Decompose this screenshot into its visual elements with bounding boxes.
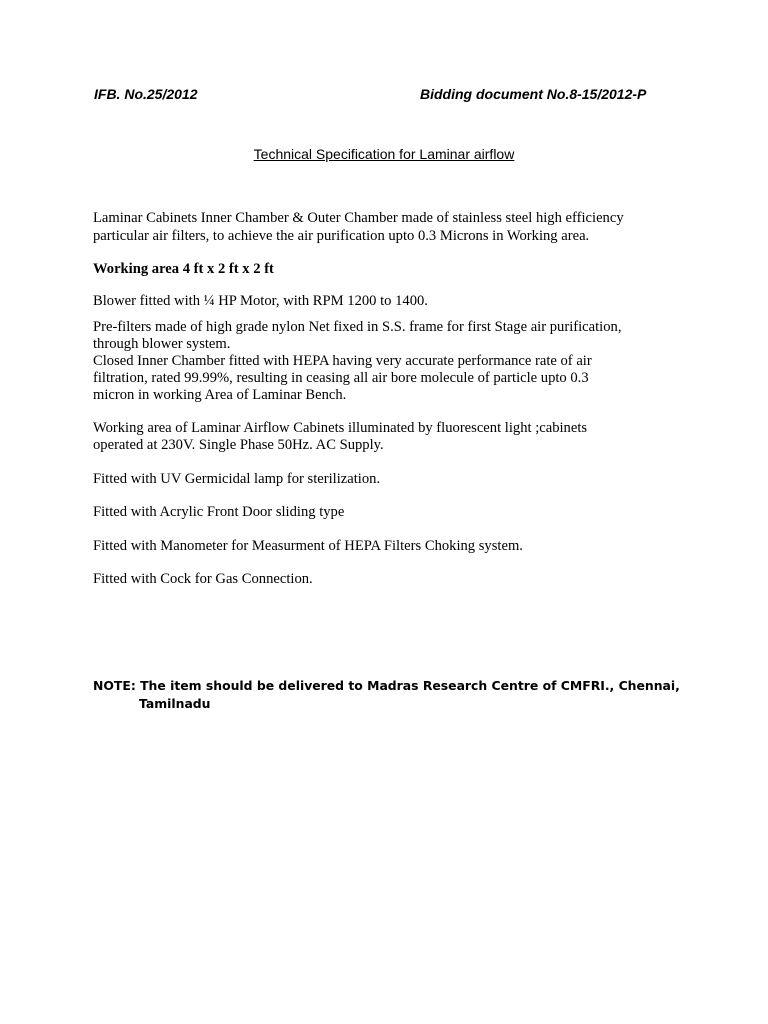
working-area-heading: Working area 4 ft x 2 ft x 2 ft	[93, 261, 274, 277]
acrylic-door-spec: Fitted with Acrylic Front Door sliding type	[93, 504, 345, 520]
intro-line-1: Laminar Cabinets Inner Chamber & Outer Chamber made of stainless steel high efficiency	[93, 210, 624, 226]
prefilter-line-2: through blower system.	[93, 336, 231, 352]
illumination-line-2: operated at 230V. Single Phase 50Hz. AC Supply.	[93, 437, 384, 453]
bidding-document-number: Bidding document No.8-15/2012-P	[420, 86, 647, 102]
uv-lamp-spec: Fitted with UV Germicidal lamp for sterilization.	[93, 471, 381, 487]
intro-line-2: particular air filters, to achieve the air purification upto 0.3 Microns in Working area.	[93, 228, 590, 244]
delivery-note-line-2: Tamilnadu	[139, 696, 211, 711]
gas-cock-spec: Fitted with Cock for Gas Connection.	[93, 571, 313, 587]
hepa-line-3: micron in working Area of Laminar Bench.	[93, 387, 347, 403]
document-title-text: Technical Specification for Laminar airflow	[253, 146, 515, 162]
ifb-number: IFB. No.25/2012	[94, 86, 198, 102]
illumination-line-1: Working area of Laminar Airflow Cabinets illuminated by fluorescent light ;cabinets	[93, 420, 588, 436]
blower-spec: Blower fitted with ¼ HP Motor, with RPM 1200 to 1400.	[93, 293, 428, 309]
document-title	[0, 146, 768, 162]
delivery-note-line-1: NOTE: The item should be delivered to Madras Research Centre of CMFRI., Chennai,	[93, 678, 680, 693]
hepa-line-1: Closed Inner Chamber fitted with HEPA having very accurate performance rate of air	[93, 353, 592, 369]
hepa-line-2: filtration, rated 99.99%, resulting in ceasing all air bore molecule of particle upto 0.3	[93, 370, 589, 386]
prefilter-line-1: Pre-filters made of high grade nylon Net fixed in S.S. frame for first Stage air purification,	[93, 319, 622, 335]
manometer-spec: Fitted with Manometer for Measurment of HEPA Filters Choking system.	[93, 538, 523, 554]
